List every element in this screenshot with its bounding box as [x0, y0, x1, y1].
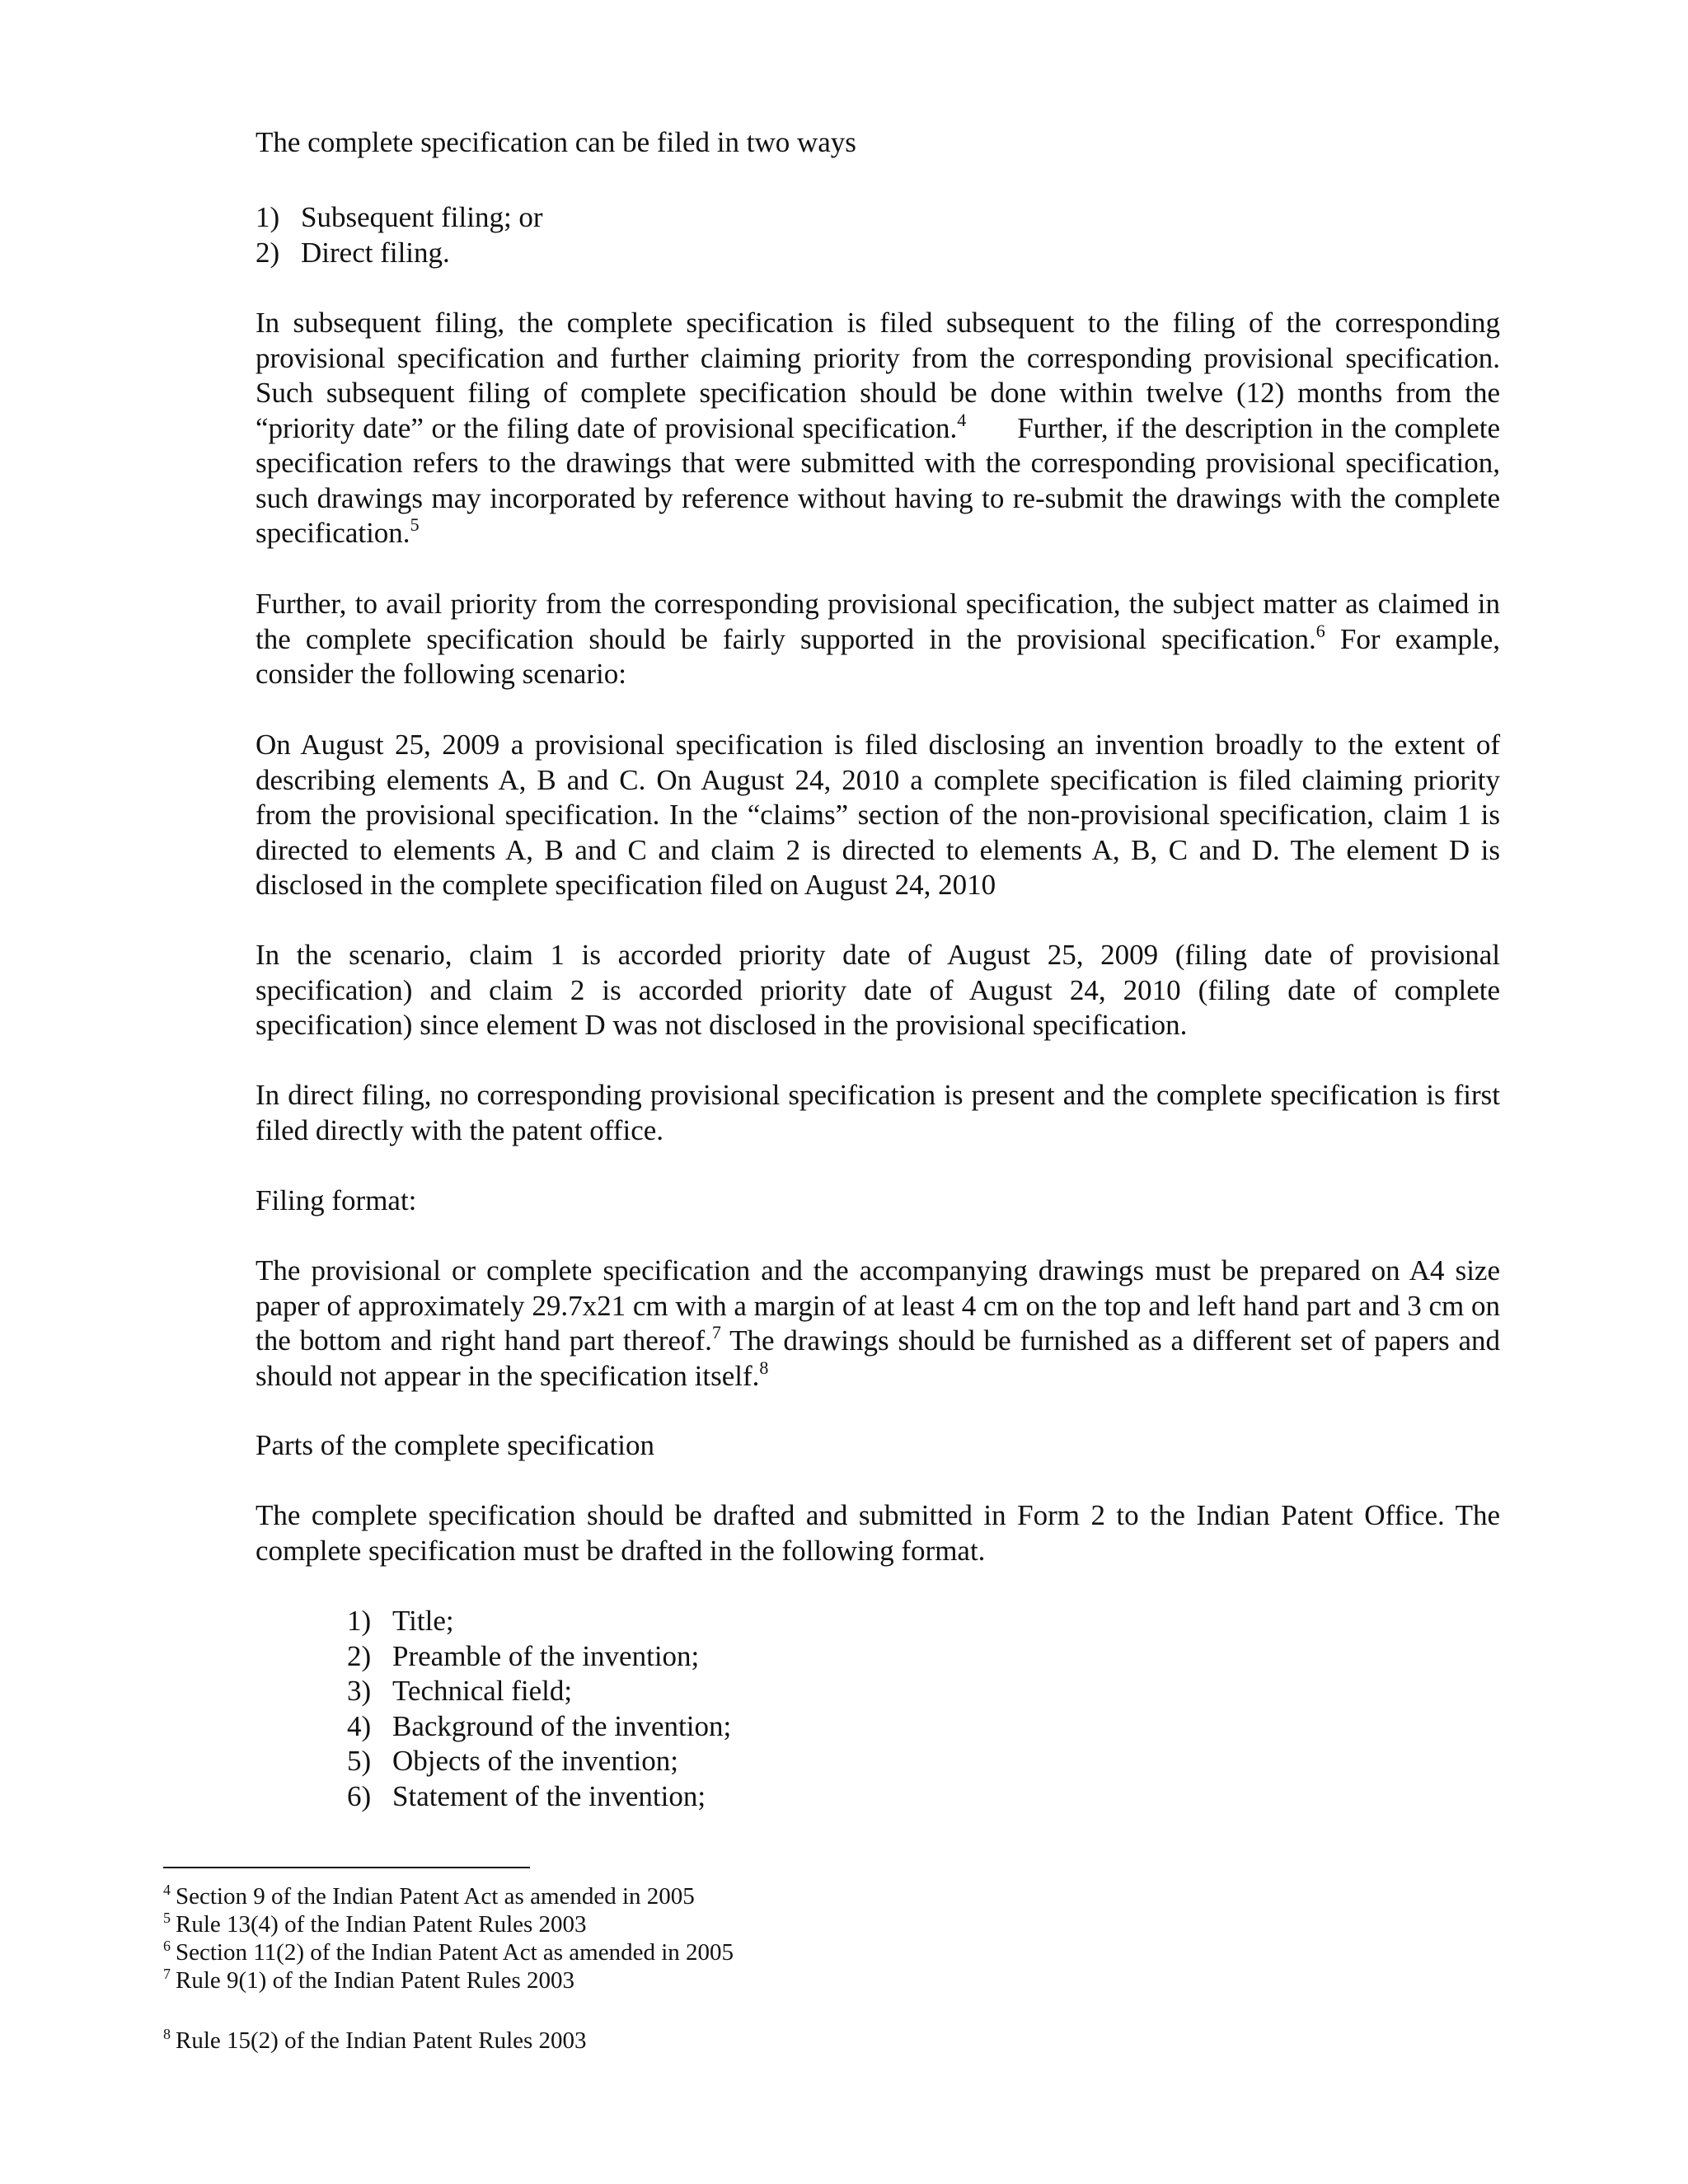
list-text: Subsequent filing; or [301, 201, 543, 233]
footnote-ref: 6 [1315, 620, 1325, 641]
list-number: 3) [347, 1675, 372, 1707]
paragraph-text: For example, consider the following scenario: [256, 622, 1500, 690]
priority-paragraph [256, 587, 1500, 692]
footnote-ref: 5 [410, 514, 420, 535]
footnote [163, 1938, 734, 1966]
list-number: 4) [347, 1709, 372, 1742]
footnote-text: Section 11(2) of the Indian Patent Act as amended in 2005 [176, 1939, 734, 1966]
footnote [163, 1966, 574, 1994]
footnote-number: 6 [163, 1938, 171, 1954]
list-text: Title; [392, 1605, 454, 1637]
list-number: 2) [347, 1639, 372, 1672]
list-number: 1) [347, 1605, 372, 1637]
footnote-number: 8 [163, 2026, 171, 2042]
paragraph-text: Further, if the description in the complete specification refers to the drawings that were submitted with the corresponding provisional specification, such drawings may incorporated by reference without having to re-submit the drawings with the complete specification. [256, 411, 1500, 549]
paragraph-text: In subsequent filing, the complete specification is filed subsequent to the filing of the corresponding provisional specification and further claiming priority from the corresponding provisional specification. Such subsequent filing of complete specification should be done within twelve (12) months from the “priority date” or the filing date of provisional specification. [256, 307, 1500, 444]
list-number: 1) [256, 201, 280, 233]
footnote-text: Section 9 of the Indian Patent Act as amended in 2005 [176, 1883, 695, 1910]
footnote-number: 4 [163, 1882, 171, 1898]
parts-heading: Parts of the complete specification [256, 1429, 655, 1461]
footnote [163, 1910, 587, 1938]
list-text: Statement of the invention; [392, 1779, 706, 1812]
footnote [163, 2027, 587, 2055]
list-text: Direct filing. [301, 236, 450, 269]
footnote-number: 7 [163, 1966, 171, 1982]
filing-format-heading: Filing format: [256, 1184, 417, 1216]
list-number: 5) [347, 1745, 372, 1777]
example-paragraph: On August 25, 2009 a provisional specification is filed disclosing an invention broadly to the extent of describing elements A, B and C. On August 24, 2010 a complete specification is filed claiming priority from the provisional specification. In the “claims” section of the non-provisional specification, claim 1 is directed to elements A, B and C and claim 2 is directed to elements A, B, C and D. The element D is disclosed in the complete specification filed on August 24, 2010 [256, 729, 1500, 901]
list-item [347, 1779, 731, 1815]
list-text: Objects of the invention; [392, 1745, 679, 1777]
filing-format-paragraph [256, 1254, 1500, 1394]
form2-paragraph: The complete specification should be drafted and submitted in Form 2 to the Indian Patent Office. The complete specification must be drafted in the following format. [256, 1499, 1500, 1567]
list-item [347, 1639, 731, 1675]
footnote-text: Rule 13(4) of the Indian Patent Rules 2003 [176, 1911, 587, 1938]
paragraph-text: The drawings should be furnished as a different set of papers and should not appear in the specification itself. [256, 1324, 1500, 1392]
specification-parts-list [347, 1604, 731, 1814]
footnote-text: Rule 9(1) of the Indian Patent Rules 2003 [176, 1967, 575, 1994]
footnote-ref: 7 [711, 1322, 721, 1343]
list-item [256, 200, 543, 236]
footnote-ref: 8 [759, 1357, 769, 1378]
footnote-ref: 4 [957, 409, 967, 430]
list-number: 6) [347, 1779, 372, 1812]
list-item [347, 1744, 731, 1779]
filing-ways-list [256, 200, 543, 270]
scenario-paragraph: In the scenario, claim 1 is accorded priority date of August 25, 2009 (filing date of provisional specification) and claim 2 is accorded priority date of August 24, 2010 (filing date of complete specification) since element D was not disclosed in the provisional specification. [256, 939, 1500, 1041]
intro-text: The complete specification can be filed in two ways [256, 126, 856, 158]
footnote-divider [163, 1867, 530, 1868]
paragraph-text: Further, to avail priority from the corresponding provisional specification, the subject matter as claimed in the complete specification should be fairly supported in the provisional specification. [256, 588, 1500, 655]
list-text: Preamble of the invention; [392, 1639, 700, 1672]
list-text: Background of the invention; [392, 1709, 732, 1742]
list-item [347, 1604, 731, 1639]
list-item [256, 236, 543, 271]
list-number: 2) [256, 236, 280, 269]
list-item [347, 1709, 731, 1745]
subsequent-filing-paragraph [256, 306, 1500, 551]
footnote-number: 5 [163, 1910, 171, 1926]
footnote [163, 1882, 695, 1910]
direct-filing-paragraph: In direct filing, no corresponding provisional specification is present and the complete specification is first filed directly with the patent office. [256, 1079, 1500, 1146]
list-text: Technical field; [392, 1675, 573, 1707]
list-item [347, 1674, 731, 1709]
paragraph-text: The provisional or complete specification and the accompanying drawings must be prepared on A4 size paper of approximately 29.7x21 cm with a margin of at least 4 cm on the top and left hand part and 3 cm on the bottom and right hand part thereof. [256, 1254, 1500, 1357]
footnote-text: Rule 15(2) of the Indian Patent Rules 2003 [176, 2027, 587, 2054]
